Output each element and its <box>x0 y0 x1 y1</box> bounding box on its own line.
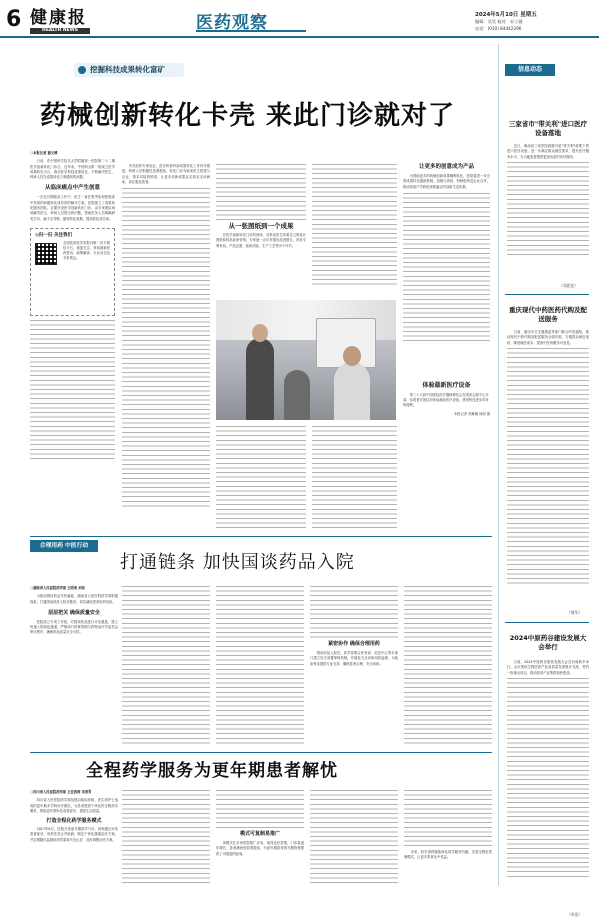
sidebar-item2-filler <box>507 348 589 586</box>
masthead-logo: 健康报 <box>30 8 87 28</box>
qr-box <box>30 228 115 316</box>
section2-col3 <box>216 586 304 746</box>
theme-banner-text: 挖掘科技成果转化富矿 <box>90 65 165 74</box>
sidebar-item3-title: 2024中原药谷建设发展大会举行 <box>509 634 587 651</box>
article1-col3-top-filler <box>216 164 306 220</box>
section2-col5 <box>404 586 492 746</box>
section2-headline: 打通链条 加快国谈药品入院 <box>120 552 355 573</box>
header-rule <box>0 36 599 38</box>
sidebar-label-text: 信息动态 <box>517 66 542 73</box>
section3-col5 <box>404 790 492 886</box>
photo-caption-title: 体验最新医疗设备 <box>422 382 471 389</box>
article1-col3-bottom <box>216 426 306 530</box>
section2-lead: 为推动国谈药品尽快落地，湖南省人民医院药学部积极探索，打通国谈药品入院全链条，切实减轻患者用药负担。 <box>30 594 118 604</box>
section2-sub1: 层层把关 确保质量安全 <box>48 609 100 616</box>
photo-person-1 <box>246 338 274 420</box>
section2-text2: 国谈药品入院后，药学部联合医务部、信息中心等多部门建立处方前置审核机制，开展处方点评和用药监测，为临床科室提供专业支持，确保患者合理、安全用药。 <box>310 651 398 666</box>
section3-sub1: 打造全程化药学服务模式 <box>46 818 102 825</box>
section2-rule <box>30 536 492 537</box>
sidebar-item1-credit: （刘思佳） <box>559 283 578 288</box>
article1-text1: 一次在长期临床工作中，医生一直在思考如何把临床中发现的问题转化成有效的解决方案。医院建立了成果转化服务团队，定期开设医学创新转化门诊，由专家团队现场解答医生、科研人员提出的问题，帮助医务人员明确研发方向，减少走弯路，缩短转化周期，提高转化成功率。 <box>30 195 115 221</box>
article1-col4-filler <box>312 164 397 288</box>
phone-line: 电话：(010) 84442296 <box>475 26 522 31</box>
section-title-text: 医药观察 <box>196 13 268 33</box>
photo-person-2-head <box>343 346 361 366</box>
section2-col4 <box>310 586 398 746</box>
sidebar <box>498 44 594 917</box>
article1-col4 <box>312 164 397 294</box>
qr-box-title: ◎扫一扫 关注我们 <box>35 232 72 238</box>
article1-text4: 为帮助更多的药械创新成果顺利转化，医院将进一步完善成果转化激励机制，加强与高校、科研院所及企业合作，推动形成产学研医深度融合的创新生态体系。 <box>403 174 490 189</box>
section2-text1: 医院成立专项工作组，对国谈药品进行评估遴选，建立快速入院绿色通道，严格执行药事管理与药物治疗学委员会审议程序，确保药品质量安全可控。 <box>30 619 118 635</box>
sidebar-item2-credit: （黎军） <box>567 610 583 615</box>
page-header <box>0 0 599 38</box>
article1-lead: 日前，在中国科学技术大学附属第一医院第二十二期医学创新转化门诊日。近年来，中国科大附一院成立医学成果转化平台，推动医学科技成果转化，不断解决医生、科研人员在成果转化方面遇到的问题。 <box>30 159 115 180</box>
section2-sub2: 紧密协作 确保合理用药 <box>328 641 380 647</box>
article1-col3 <box>216 164 306 294</box>
article1-col5 <box>403 164 490 374</box>
article1-text3: 在医学创新转化门诊的现场，各科室医生带着自己的设计图纸和样品前来咨询，专家逐一点评并提出改进建议，涉及专利布局、产品注册、临床试验、生产工艺等多个环节。 <box>216 233 306 248</box>
article1-text2: 多次组织专家论证，医疗机构内部成果转化工作有序推进，科研人员积极性显著提高。转化门诊为临床医生搭建与企业、资本对接的桥梁，让更多创新成果从实验室走向病床，真正惠及患者。 <box>122 164 210 184</box>
sidebar-item1-title: 三家省市"带关利"进口医疗设备落地 <box>508 120 588 137</box>
article1-sub1: 从临床痛点中产生创意 <box>44 185 100 192</box>
article1-byline: ▢本报记者 谢文博 <box>30 151 58 155</box>
section3-text2: 2017年8月，医院开设更年期药学门诊，药师通过评估患者症状、用药史及合并疾病，制定个体化激素治疗方案，并定期随访监测用药效果和不良反应，及时调整治疗方案。 <box>30 827 118 842</box>
sidebar-divider-2 <box>505 622 589 623</box>
section3-col5-filler <box>404 790 492 850</box>
section3-col3-filler <box>216 790 304 828</box>
main-headline: 药械创新转化卡壳 来此门诊就对了 <box>40 101 456 131</box>
section2-col1 <box>30 586 118 746</box>
sidebar-item1-filler <box>507 162 589 258</box>
sidebar-item3-body: 日前，2024中原药谷建设发展大会在河南新乡举行，会议围绕生物医药产业高质量发展展开交流，签约一批重点项目，推动医药产业集群加快建设。 <box>507 660 589 675</box>
theme-banner <box>74 63 184 77</box>
article1-col2 <box>122 164 210 531</box>
page-number: 6 <box>6 7 22 32</box>
sidebar-item3-text <box>507 660 589 910</box>
sidebar-item3-credit: （李浩） <box>567 912 583 917</box>
sidebar-item3-filler <box>507 678 589 878</box>
photo-person-2 <box>334 362 370 420</box>
section-title <box>196 8 306 32</box>
section3-headline: 全程药学服务为更年期患者解忧 <box>86 761 338 781</box>
section3-col3 <box>216 790 304 886</box>
section3-sub2: 模式可复制易推广 <box>239 831 280 837</box>
photo-person-3 <box>284 370 310 420</box>
photo-credit: 本报记者 郭琳娜 何韵 摄 <box>453 412 490 416</box>
article1-col2-filler <box>122 188 210 508</box>
sidebar-divider-1 <box>505 294 589 295</box>
section3-rule <box>30 752 492 753</box>
photo-person-1-head <box>252 324 268 342</box>
sidebar-label <box>505 64 555 76</box>
section2-byline: ▢湖南省人民医院药学部 王明欢 刘洁 <box>30 586 85 590</box>
section2-col4-filler <box>310 586 398 638</box>
photo-caption-block <box>403 380 490 530</box>
sidebar-item2-title: 重庆现代中药医药代购及配送服务 <box>509 306 587 323</box>
article1-sub2: 从一张图纸到一个成果 <box>228 222 294 230</box>
masthead-en: HEALTH NEWS <box>30 28 90 34</box>
issue-date: 2024年5月10日 星期五 <box>475 12 537 18</box>
article1-col4-bottom <box>312 426 397 530</box>
banner-icon <box>78 66 86 74</box>
article1-col1-filler <box>30 320 115 460</box>
qr-box-text: 全国医药医学类报刊唯一官方微信平台，欢迎关注，获取最新医药资讯、政策解读、行业动态及专家观点。 <box>63 241 110 261</box>
article1-col1 <box>30 151 115 531</box>
qr-code-icon <box>35 243 57 265</box>
sidebar-item2-text <box>507 330 589 610</box>
sidebar-item1-body: 近日，海南省三家医院相继引进"带关利"政策下的进口医疗设备，进一步满足群众就医需求，提升医疗服务水平，为当地患者提供更加优质的诊疗服务。 <box>507 144 589 159</box>
section3-col1 <box>30 790 118 886</box>
sidebar-item2-body: 日前，重庆市卫生健康委等部门联合印发通知，推动现代中药代购及配送服务全面开展，方便群众就近取药，降低就医成本，提高中医药服务可及性。 <box>507 330 589 345</box>
section3-text4: 未来，药学部将继续深化药学服务内涵，完善全程化管理模式，让更多患者从中受益。 <box>404 850 492 860</box>
article1-col5-filler <box>403 193 490 343</box>
section2-banner <box>30 540 98 552</box>
section3-col4 <box>310 790 398 886</box>
section2-banner-text: 合理用药 中医行动 <box>39 543 89 549</box>
section2-col2 <box>122 586 210 746</box>
photo-caption-text: 第三十六届中国国际医疗器械博览会在国家会展中心开幕，参观者在展位前体验最新医疗设备，感受科技进步带来的便利。 <box>403 393 489 407</box>
section3-text1: 四川省人民医院药学部组建由临床药师、医生和护士组成的更年期多学科诊疗团队，为患者提供个体化的全程药学服务，帮助更年期女性改善症状、提高生活质量。 <box>30 798 118 813</box>
editor-line: 编辑：吴昊 校对：宋子涵 <box>475 19 523 24</box>
sidebar-item1-text <box>507 144 589 282</box>
section3-text3: 该模式在多家医院推广应用，取得良好效果，门诊量逐年增长，患者满意度显著提高，为更年期患者的长期管理提供了可借鉴的经验。 <box>216 841 304 856</box>
expo-photo <box>216 300 396 420</box>
section3-byline: ▢四川省人民医院药学部 主任药师 李香青 <box>30 790 92 794</box>
article1-sub3: 让更多的创意成为产品 <box>418 164 474 170</box>
section3-col2 <box>122 790 210 886</box>
